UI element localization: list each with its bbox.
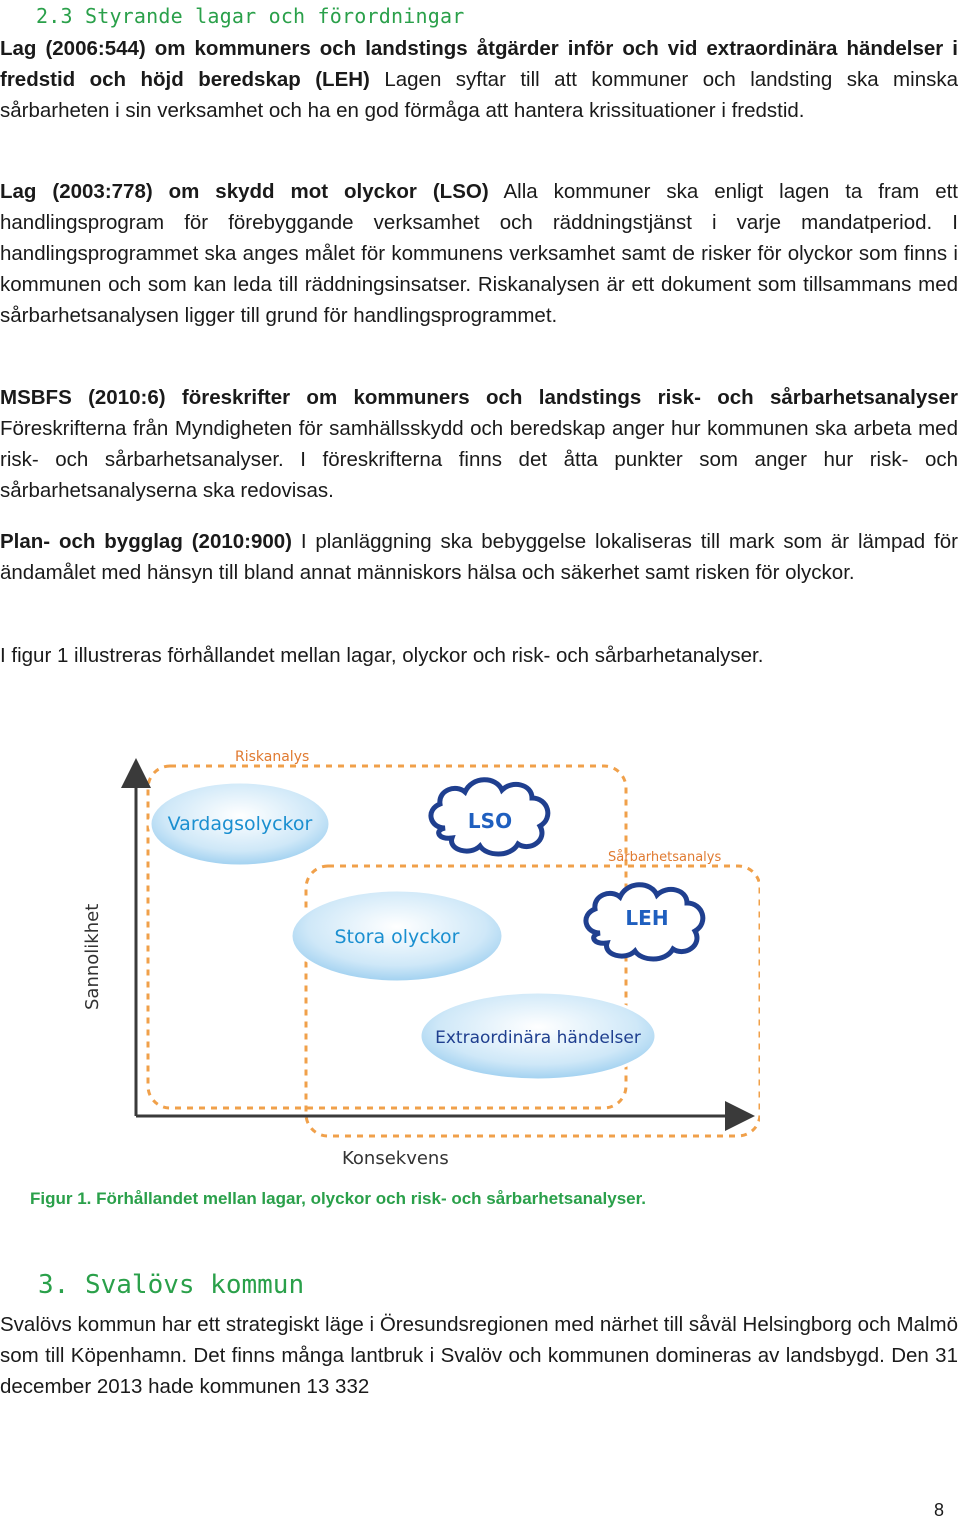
law-title-lso: Lag (2003:778) om skydd mot olyckor (LSO) — [0, 180, 489, 203]
law-title-pbl: Plan- och bygglag (2010:900) — [0, 530, 292, 553]
section-heading: 2.3 Styrande lagar och förordningar — [36, 4, 465, 28]
paragraph-pbl — [0, 526, 958, 588]
figure-caption: Figur 1. Förhållandet mellan lagar, olyckor och risk- och sårbarhetsanalyser. — [30, 1189, 647, 1208]
risk-diagram — [60, 728, 760, 1178]
paragraph-text: Föreskrifterna från Myndigheten för samhällsskydd och beredskap anger hur kommunen ska arbeta med risk- och sårbarhetsanalyser. I föreskrifterna finns det åtta punkter som anger hur risk- och sårbarhetsanalyserna ska redovisas. — [0, 417, 958, 502]
paragraph-msbfs — [0, 382, 958, 506]
ellipse-extraordinara-label: Extraordinära händelser — [435, 1028, 641, 1048]
cloud-lso — [431, 780, 548, 854]
cloud-lso-label: LSO — [467, 809, 513, 833]
x-axis-label: Konsekvens — [342, 1148, 449, 1169]
ellipse-stora-olyckor-label: Stora olyckor — [334, 926, 460, 948]
paragraph-text: I planläggning ska bebyggelse lokaliseras till mark som är lämpad för ändamålet med hänsyn till bland annat människors hälsa och säkerhet samt risken för olyckor. — [0, 530, 958, 584]
paragraph-text: Alla kommuner ska enligt lagen ta fram ett handlingsprogram för förebyggande verksamhet och räddningstjänst i varje mandatperiod. I handlingsprogrammet ska anges målet för kommunens verksamhet samt de risker för olyckor som finns i kommunen och som kan leda till räddningsinsatser. Riskanalysen är ett dokument som tillsammans med sårbarhetsanalysen ligger till grund för handlingsprogrammet. — [0, 180, 958, 327]
law-title-msbfs: MSBFS (2010:6) föreskrifter om kommuners och landstings risk- och sårbarhetsanalyser — [0, 386, 958, 409]
paragraph-lso — [0, 176, 958, 331]
paragraph-text: Lagen syftar till att kommuner och landsting ska minska sårbarheten i sin verksamhet och ha en god förmåga att hantera krissituationer i fredstid. — [0, 68, 958, 122]
riskanalys-label: Riskanalys — [235, 749, 310, 765]
chapter-heading: 3. Svalövs kommun — [38, 1270, 305, 1300]
paragraph-figure-intro: I figur 1 illustreras förhållandet mellan lagar, olyckor och risk- och sårbarhetanalyser. — [0, 644, 764, 667]
page-number: 8 — [934, 1500, 945, 1520]
cloud-leh-label: LEH — [625, 906, 669, 930]
y-axis-label: Sannolikhet — [82, 903, 103, 1010]
paragraph-leh — [0, 33, 958, 126]
ellipse-vardagsolyckor-label: Vardagsolyckor — [167, 813, 313, 835]
cloud-leh — [586, 885, 703, 959]
law-title-leh: Lag (2006:544) om kommuners och landstings åtgärder inför och vid extraordinära händelser i fredstid och höjd beredskap (LEH) — [0, 37, 958, 91]
chapter-paragraph: Svalövs kommun har ett strategiskt läge i Öresundsregionen med närhet till såväl Helsingborg och Malmö som till Köpenhamn. Det finns många lantbruk i Svalöv och kommunen domineras av landsbygd. Den 31 december 2013 hade kommunen 13 332 — [0, 1313, 958, 1398]
sarbarhetsanalys-label: Sårbarhetsanalys — [608, 850, 722, 865]
